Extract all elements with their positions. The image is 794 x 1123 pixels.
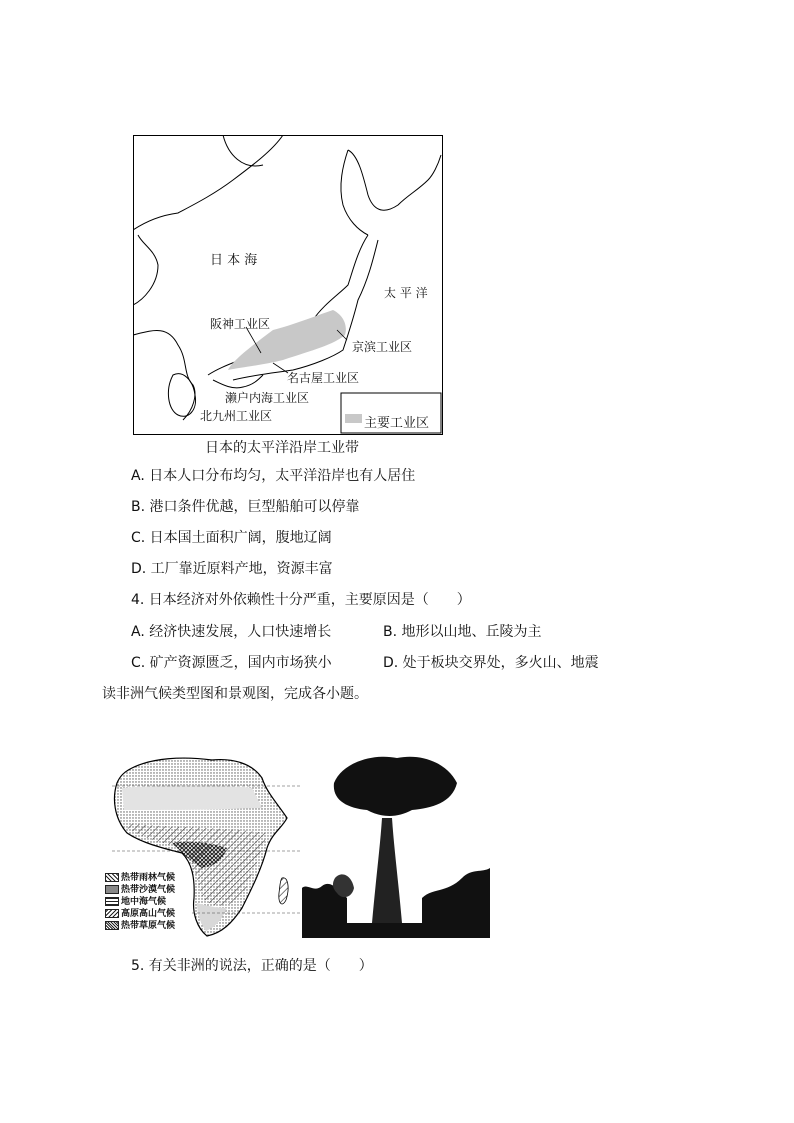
label-keihin: 京滨工业区 [352,340,413,354]
legend-savanna: 热带草原气候 [105,918,175,931]
legend-swatch [105,897,119,906]
section-intro: 读非洲气候类型图和景观图，完成各小题。 [102,686,368,702]
q3-option-b: B. 港口条件优越，巨型船舶可以停靠 [131,499,360,515]
q4-option-b: B. 地形以山地、丘陵为主 [383,624,542,640]
label-sea-of-japan: 日 本 海 [210,253,258,268]
africa-figure [102,748,492,943]
q4-option-a: A. 经济快速发展，人口快速增长 [131,624,332,640]
label-kitakyushu: 北九州工业区 [200,409,273,423]
japan-map [133,135,443,435]
legend-mediterranean: 地中海气候 [105,894,166,907]
q3-option-a: A. 日本人口分布均匀，太平洋沿岸也有人居住 [131,468,416,484]
legend-swatch [105,885,119,894]
q3-option-c: C. 日本国土面积广阔，腹地辽阔 [131,530,332,546]
label-pacific-ocean: 太 平 洋 [384,286,428,300]
q5-stem: 5. 有关非洲的说法，正确的是（ ） [131,958,373,974]
label-setouchi: 濑户内海工业区 [225,391,310,405]
legend-swatch [105,909,119,918]
label-hanshin: 阪神工业区 [210,317,271,331]
legend-label: 主要工业区 [364,416,430,431]
q4-stem: 4. 日本经济对外依赖性十分严重，主要原因是（ ） [131,592,471,608]
legend-highland: 高原高山气候 [105,906,175,919]
legend-swatch [105,873,119,882]
legend-desert: 热带沙漠气候 [105,882,175,895]
q4-option-c: C. 矿产资源匮乏，国内市场狭小 [131,655,332,671]
figure-caption: 日本的太平洋沿岸工业带 [205,440,359,456]
legend-swatch [105,921,119,930]
q4-option-d: D. 处于板块交界处，多火山、地震 [383,655,599,671]
label-nagoya: 名古屋工业区 [287,371,360,385]
q3-option-d: D. 工厂靠近原料产地，资源丰富 [131,561,333,577]
legend-rainforest: 热带雨林气候 [105,870,175,883]
